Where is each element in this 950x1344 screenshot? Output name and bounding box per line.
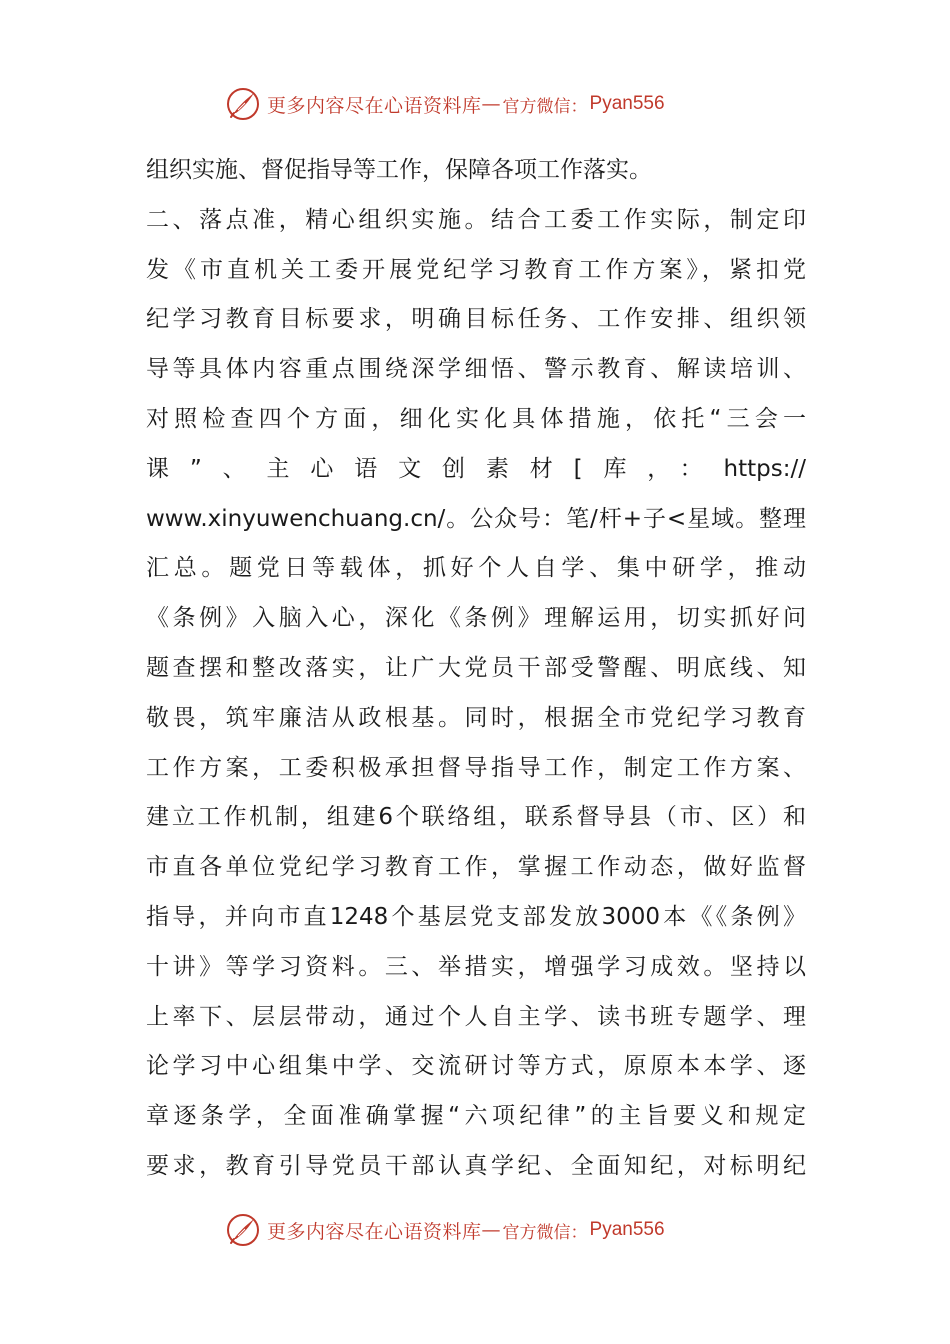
banner-account: Pyan556 (589, 1219, 665, 1240)
text-line: 工作方案，工委积极承担督导指导工作，制定工作方案、 (146, 754, 806, 781)
banner-account: Pyan556 (589, 93, 665, 114)
text-line: 导等具体内容重点围绕深学细悟、警示教育、解读培训、 (146, 356, 806, 383)
body-text (146, 146, 806, 1192)
text-line: 组织实施、督促指导等工作，保障各项工作落实。 (146, 157, 652, 183)
text-line: 《条例》入脑入心，深化《条例》理解运用，切实抓好问 (146, 605, 806, 632)
text-line: 敬畏，筑牢廉洁从政根基。同时，根据全市党纪学习教育 (146, 704, 806, 731)
banner-brand: 更多内容尽在心语资料库 (267, 94, 482, 117)
header-banner (225, 84, 725, 124)
banner-dash: — (481, 93, 501, 115)
text-line: 论学习中心组集中学、交流研讨等方式，原原本本学、逐 (146, 1053, 806, 1080)
text-line: 要求，教育引导党员干部认真学纪、全面知纪，对标明纪 (146, 1152, 806, 1179)
text-line: 发《市直机关工委开展党纪学习教育工作方案》，紧扣党 (146, 256, 806, 283)
text-line: 汇总。题党日等载体，抓好个人自学、集中研学，推动 (146, 555, 806, 582)
text-line: 二、落点准，精心组织实施。结合工委工作实际，制定印 (146, 206, 806, 233)
text-line: 十讲》等学习资料。三、举措实，增强学习成效。坚持以 (146, 953, 806, 980)
banner-wechat-label: 官方微信： (502, 96, 588, 117)
text-line: 建立工作机制，组建6个联络组，联系督导县（市、区）和 (146, 804, 806, 831)
banner-brand: 更多内容尽在心语资料库 (267, 1220, 482, 1243)
text-line: 题查摆和整改落实，让广大党员干部受警醒、明底线、知 (146, 654, 806, 681)
quill-logo-icon (225, 86, 261, 122)
text-line: 对照检查四个方面，细化实化具体措施，依托“三会一 (146, 405, 806, 432)
text-line: 指导，并向市直1248个基层党支部发放3000本《《条例》 (146, 903, 806, 930)
text-line: 上率下、层层带动，通过个人自主学、读书班专题学、理 (146, 1003, 806, 1030)
footer-banner (225, 1210, 725, 1250)
quill-logo-icon (225, 1212, 261, 1248)
text-line: 章逐条学，全面准确掌握“六项纪律”的主旨要义和规定 (146, 1103, 806, 1130)
text-line: www.xinyuwenchuang.cn/。公众号：笔/杆+子<星域。整理 (146, 505, 806, 532)
text-line: 课”、主心语文创素材[库，：https:// (146, 455, 806, 482)
banner-dash: — (481, 1219, 501, 1241)
text-line: 纪学习教育目标要求，明确目标任务、工作安排、组织领 (146, 306, 806, 333)
text-line: 市直各单位党纪学习教育工作，掌握工作动态，做好监督 (146, 854, 806, 881)
banner-wechat-label: 官方微信： (502, 1222, 588, 1243)
